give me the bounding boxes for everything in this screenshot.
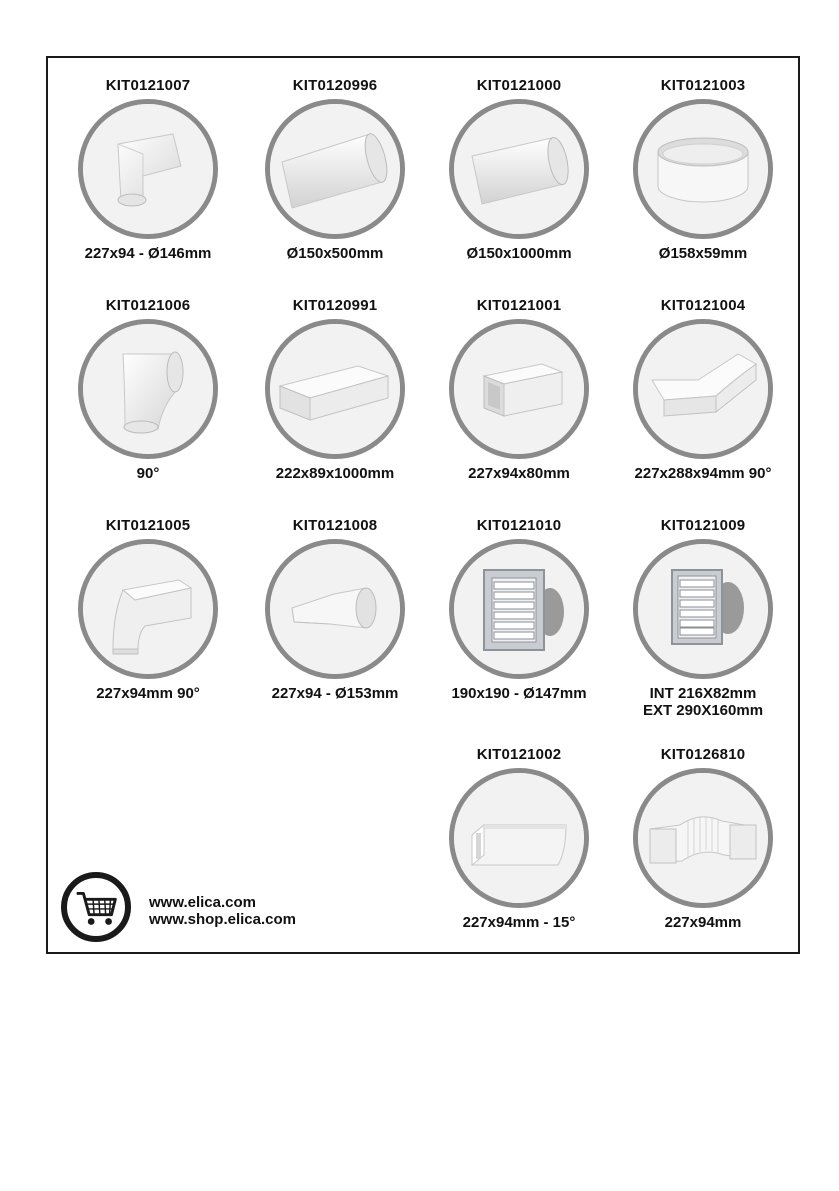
product-code: KIT0121005	[105, 517, 191, 534]
product-size: 227x94mm 90°	[96, 685, 200, 702]
product-size: 227x94 - Ø153mm	[271, 685, 399, 702]
product-code: KIT0121000	[476, 77, 562, 94]
product-size: 227x94mm	[664, 914, 742, 931]
product-size: Ø150x500mm	[286, 245, 384, 262]
duct-elbow-adapter-icon	[78, 99, 218, 239]
round-elbow-icon	[78, 319, 218, 459]
product-size-ext: EXT 290X160mm	[642, 702, 764, 719]
flat-horizontal-bend-icon	[633, 319, 773, 459]
product-code: KIT0120996	[292, 77, 378, 94]
product-size: 227x94x80mm	[468, 465, 570, 482]
product-code: KIT0120991	[292, 297, 378, 314]
wall-grille-icon	[633, 539, 773, 679]
product-code: KIT0121009	[660, 517, 746, 534]
round-pipe-icon	[449, 99, 589, 239]
product-code: KIT0121004	[660, 297, 746, 314]
product-size: 90°	[136, 465, 160, 482]
product-size: Ø150x1000mm	[466, 245, 572, 262]
shopping-cart-icon[interactable]	[61, 872, 131, 942]
round-connector-ring-icon	[633, 99, 773, 239]
flat-to-round-adapter-icon	[265, 539, 405, 679]
link-shop-elica[interactable]: www.shop.elica.com	[149, 911, 296, 928]
product-code: KIT0121010	[476, 517, 562, 534]
product-code: KIT0121007	[105, 77, 191, 94]
product-size: 227x288x94mm 90°	[634, 465, 772, 482]
flat-vertical-bend-icon	[78, 539, 218, 679]
product-size: Ø158x59mm	[658, 245, 748, 262]
flat-bend-15-icon	[449, 768, 589, 908]
product-code: KIT0121003	[660, 77, 746, 94]
flat-connector-icon	[449, 319, 589, 459]
round-pipe-icon	[265, 99, 405, 239]
product-code: KIT0121001	[476, 297, 562, 314]
footer-links	[149, 894, 296, 928]
link-elica[interactable]: www.elica.com	[149, 894, 256, 911]
wall-grille-icon	[449, 539, 589, 679]
product-size: 190x190 - Ø147mm	[451, 685, 587, 702]
product-size: 227x94 - Ø146mm	[84, 245, 212, 262]
product-code: KIT0121002	[476, 746, 562, 763]
product-size: 227x94mm - 15°	[462, 914, 576, 931]
product-size-int: INT 216X82mm	[649, 685, 757, 702]
product-code: KIT0121006	[105, 297, 191, 314]
product-size: 222x89x1000mm	[275, 465, 395, 482]
flexible-flat-duct-icon	[633, 768, 773, 908]
flat-duct-icon	[265, 319, 405, 459]
product-code: KIT0126810	[660, 746, 746, 763]
product-code: KIT0121008	[292, 517, 378, 534]
